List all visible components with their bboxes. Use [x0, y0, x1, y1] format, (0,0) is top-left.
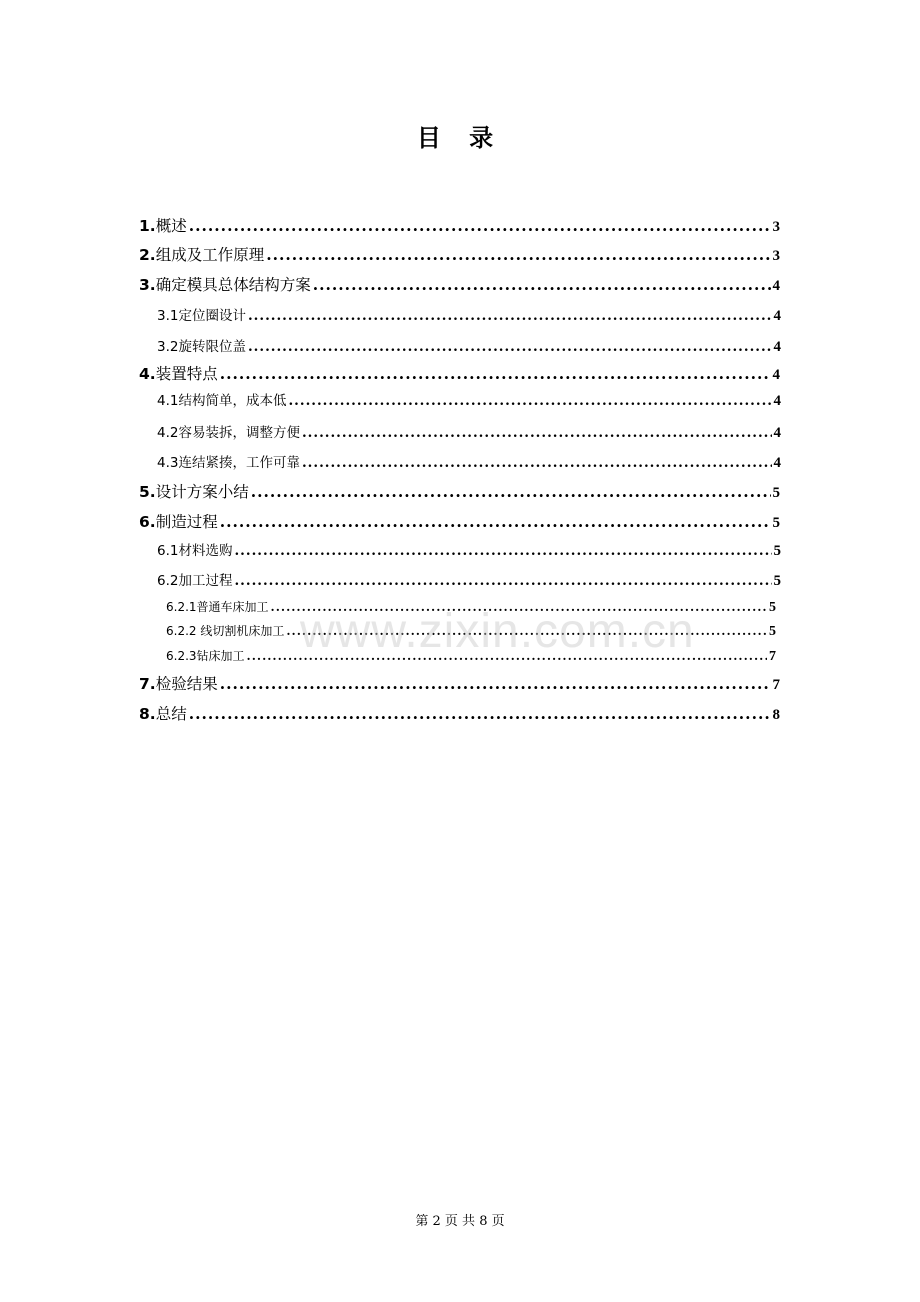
- toc-leader-dots: [248, 308, 772, 324]
- toc-entry-6-2-2[interactable]: [166, 622, 776, 640]
- toc-entry-page: 4: [773, 339, 781, 355]
- toc-leader-dots: [220, 364, 771, 383]
- toc-entry-5[interactable]: [139, 480, 780, 502]
- toc-entry-page: 4: [773, 455, 781, 471]
- toc-entry-page: 7: [769, 649, 776, 664]
- toc-entry-label: 6.1材料选购: [157, 543, 233, 559]
- toc-entry-1[interactable]: [139, 214, 780, 236]
- toc-entry-number: 3.: [139, 276, 156, 294]
- toc-entry-page: 4: [772, 367, 780, 383]
- toc-leader-dots: [286, 624, 767, 638]
- toc-entry-label: 检验结果: [155, 675, 218, 693]
- toc-entry-label: 概述: [155, 217, 187, 235]
- toc-entry-page: 4: [773, 308, 781, 324]
- toc-entry-4-1[interactable]: [157, 389, 781, 410]
- toc-entry-page: 5: [772, 515, 780, 531]
- toc-entry-4[interactable]: [139, 362, 780, 384]
- toc-entry-2[interactable]: [139, 243, 780, 265]
- toc-entry-number: 2.: [139, 246, 156, 264]
- toc-entry-label: 6.2.3钻床加工: [166, 649, 245, 663]
- toc-entry-label: 4.2容易装拆，调整方便: [157, 425, 300, 441]
- toc-entry-3[interactable]: [139, 273, 780, 295]
- toc-entry-label: 6.2加工过程: [157, 573, 233, 589]
- toc-leader-dots: [247, 649, 767, 663]
- toc-leader-dots: [302, 425, 772, 441]
- toc-entry-label: 3.1定位圈设计: [157, 308, 246, 324]
- toc-entry-page: 5: [773, 543, 781, 559]
- toc-leader-dots: [220, 674, 771, 693]
- page-footer: 第 2 页 共 8 页: [415, 1214, 505, 1229]
- toc-entry-label: 4.1结构简单，成本低: [157, 393, 287, 409]
- toc-entry-4-2[interactable]: [157, 421, 781, 442]
- toc-entry-page: 7: [772, 677, 780, 693]
- page-title: 目 录: [416, 124, 504, 152]
- toc-entry-page: 5: [773, 573, 781, 589]
- toc-entry-label: 组成及工作原理: [155, 246, 265, 264]
- watermark: www.zixin.com.cn: [300, 605, 695, 658]
- toc-entry-3-1[interactable]: [157, 304, 781, 325]
- toc-entry-4-3[interactable]: [157, 451, 781, 472]
- toc-entry-label: 制造过程: [155, 513, 218, 531]
- toc-entry-page: 5: [769, 600, 776, 615]
- toc-entry-label: 3.2旋转限位盖: [157, 339, 246, 355]
- toc-entry-page: 5: [772, 485, 780, 501]
- toc-entry-label: 确定模具总体结构方案: [155, 276, 311, 294]
- toc-entry-page: 3: [772, 219, 780, 235]
- toc-entry-page: 4: [772, 278, 780, 294]
- toc-entry-label: 装置特点: [155, 365, 218, 383]
- toc-leader-dots: [248, 339, 772, 355]
- toc-entry-label: 6.2.2 线切割机床加工: [166, 624, 285, 638]
- toc-leader-dots: [189, 216, 771, 235]
- toc-entry-7[interactable]: [139, 672, 780, 694]
- toc-leader-dots: [288, 393, 771, 409]
- toc-leader-dots: [234, 573, 771, 589]
- toc-leader-dots: [234, 543, 771, 559]
- toc-entry-page: 3: [772, 248, 780, 264]
- toc-leader-dots: [313, 275, 771, 294]
- toc-entry-number: 5.: [139, 483, 156, 501]
- toc-entry-6-2-1[interactable]: [166, 598, 776, 616]
- toc-leader-dots: [251, 482, 771, 501]
- toc-entry-6-2[interactable]: [157, 569, 781, 590]
- toc-entry-8[interactable]: [139, 702, 780, 724]
- toc-entry-label: 总结: [155, 705, 187, 723]
- toc-entry-number: 8.: [139, 705, 156, 723]
- toc-leader-dots: [220, 512, 771, 531]
- toc-entry-label: 设计方案小结: [155, 483, 249, 501]
- toc-entry-label: 6.2.1普通车床加工: [166, 600, 269, 614]
- toc-entry-number: 7.: [139, 675, 156, 693]
- toc-entry-page: 4: [773, 393, 781, 409]
- toc-leader-dots: [271, 600, 767, 614]
- toc-entry-page: 5: [769, 624, 776, 639]
- toc-leader-dots: [302, 455, 772, 471]
- toc-entry-6-2-3[interactable]: [166, 647, 776, 665]
- toc-leader-dots: [266, 245, 770, 264]
- toc-entry-6-1[interactable]: [157, 539, 781, 560]
- toc-entry-3-2[interactable]: [157, 335, 781, 356]
- toc-leader-dots: [189, 704, 771, 723]
- toc-entry-number: 1.: [139, 217, 156, 235]
- toc-entry-page: 4: [773, 425, 781, 441]
- toc-entry-label: 4.3连结紧揍，工作可靠: [157, 455, 300, 471]
- toc-entry-number: 4.: [139, 365, 156, 383]
- toc-entry-number: 6.: [139, 513, 156, 531]
- toc-entry-6[interactable]: [139, 510, 780, 532]
- toc-entry-page: 8: [772, 707, 780, 723]
